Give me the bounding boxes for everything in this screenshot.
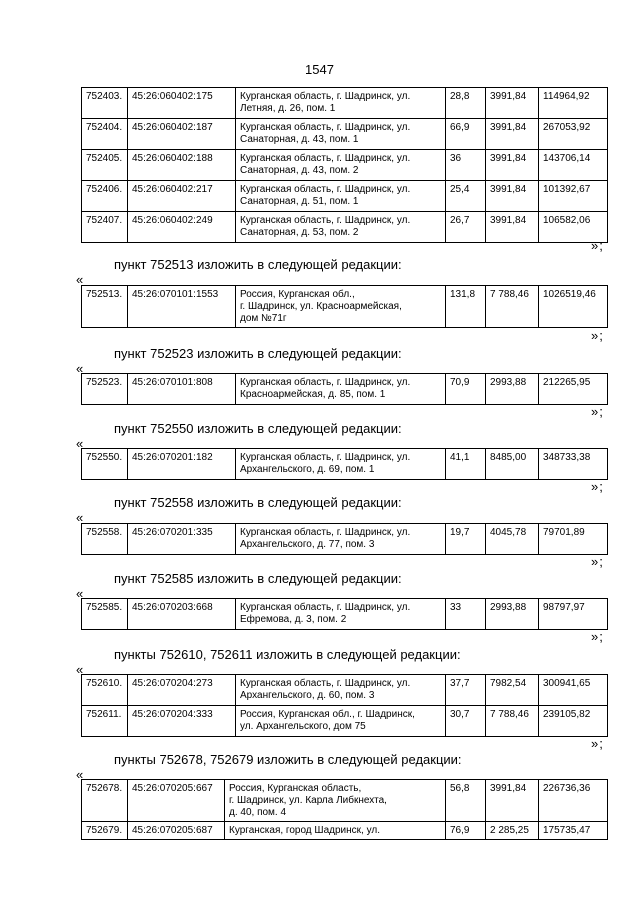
address: Курганская область, г. Шадринск, ул. Санаторная, д. 43, пом. 1: [236, 119, 446, 150]
table-row: [82, 599, 608, 630]
total-value: 239105,82: [539, 706, 608, 737]
unit-price: 3991,84: [486, 181, 539, 212]
data-table: [81, 373, 608, 405]
area: 56,8: [446, 780, 486, 822]
row-number: 752679.: [82, 822, 128, 840]
table-row: [82, 374, 608, 405]
closing-mark: »;: [591, 629, 604, 644]
opening-mark: «: [76, 436, 84, 451]
amendment-instruction: пункт 752523 изложить в следующей редакции:: [114, 346, 402, 361]
closing-mark: »;: [591, 404, 604, 419]
data-table: [81, 674, 608, 737]
unit-price: 7 788,46: [486, 286, 539, 328]
cadastral-number: 45:26:070204:333: [128, 706, 236, 737]
total-value: 226736,36: [539, 780, 608, 822]
area: 66,9: [446, 119, 486, 150]
total-value: 143706,14: [539, 150, 608, 181]
area: 19,7: [446, 524, 486, 555]
table-row: [82, 822, 608, 840]
unit-price: 8485,00: [486, 449, 539, 480]
row-number: 752611.: [82, 706, 128, 737]
table-row: [82, 675, 608, 706]
table-row: [82, 524, 608, 555]
unit-price: 3991,84: [486, 212, 539, 243]
unit-price: 7 788,46: [486, 706, 539, 737]
opening-mark: «: [76, 767, 84, 782]
row-number: 752406.: [82, 181, 128, 212]
opening-mark: «: [76, 272, 84, 287]
opening-mark: «: [76, 586, 84, 601]
table-row: [82, 780, 608, 822]
address: Курганская, город Шадринск, ул.: [225, 822, 446, 840]
unit-price: 3991,84: [486, 150, 539, 181]
unit-price: 7982,54: [486, 675, 539, 706]
total-value: 101392,67: [539, 181, 608, 212]
amendment-instruction: пункты 752610, 752611 изложить в следующей редакции:: [114, 647, 461, 662]
closing-mark: »;: [591, 479, 604, 494]
cadastral-number: 45:26:070204:273: [128, 675, 236, 706]
total-value: 79701,89: [539, 524, 608, 555]
address: Курганская область, г. Шадринск, ул. Санаторная, д. 51, пом. 1: [236, 181, 446, 212]
area: 41,1: [446, 449, 486, 480]
area: 30,7: [446, 706, 486, 737]
cadastral-number: 45:26:060402:217: [128, 181, 236, 212]
opening-mark: «: [76, 510, 84, 525]
total-value: 348733,38: [539, 449, 608, 480]
table-row: [82, 212, 608, 243]
address: Курганская область, г. Шадринск, ул. Ефремова, д. 3, пом. 2: [236, 599, 446, 630]
address: Курганская область, г. Шадринск, ул. Архангельского, д. 69, пом. 1: [236, 449, 446, 480]
cadastral-number: 45:26:070101:1553: [128, 286, 236, 328]
row-number: 752550.: [82, 449, 128, 480]
total-value: 1026519,46: [539, 286, 608, 328]
address: Курганская область, г. Шадринск, ул. Архангельского, д. 77, пом. 3: [236, 524, 446, 555]
data-table: [81, 448, 608, 480]
cadastral-number: 45:26:070205:687: [128, 822, 225, 840]
row-number: 752513.: [82, 286, 128, 328]
address: Курганская область, г. Шадринск, ул. Санаторная, д. 53, пом. 2: [236, 212, 446, 243]
cadastral-number: 45:26:060402:188: [128, 150, 236, 181]
cadastral-number: 45:26:070203:668: [128, 599, 236, 630]
table-row: [82, 119, 608, 150]
area: 33: [446, 599, 486, 630]
closing-mark: »;: [591, 328, 604, 343]
opening-mark: «: [76, 361, 84, 376]
cadastral-number: 45:26:070201:335: [128, 524, 236, 555]
area: 28,8: [446, 88, 486, 119]
area: 25,4: [446, 181, 486, 212]
data-table: [81, 523, 608, 555]
row-number: 752405.: [82, 150, 128, 181]
data-table: [81, 285, 608, 328]
data-table: [81, 779, 608, 840]
area: 36: [446, 150, 486, 181]
area: 37,7: [446, 675, 486, 706]
address: Россия, Курганская область, г. Шадринск, ул. Карла Либкнехта, д. 40, пом. 4: [225, 780, 446, 822]
row-number: 752558.: [82, 524, 128, 555]
row-number: 752404.: [82, 119, 128, 150]
address: Курганская область, г. Шадринск, ул. Архангельского, д. 60, пом. 3: [236, 675, 446, 706]
area: 131,8: [446, 286, 486, 328]
cadastral-number: 45:26:060402:187: [128, 119, 236, 150]
amendment-instruction: пункт 752558 изложить в следующей редакции:: [114, 495, 402, 510]
area: 76,9: [446, 822, 486, 840]
row-number: 752403.: [82, 88, 128, 119]
closing-mark: »;: [591, 238, 604, 253]
total-value: 106582,06: [539, 212, 608, 243]
row-number: 752585.: [82, 599, 128, 630]
data-table: [81, 87, 608, 243]
unit-price: 4045,78: [486, 524, 539, 555]
row-number: 752678.: [82, 780, 128, 822]
closing-mark: »;: [591, 736, 604, 751]
cadastral-number: 45:26:060402:175: [128, 88, 236, 119]
unit-price: 3991,84: [486, 119, 539, 150]
address: Курганская область, г. Шадринск, ул. Летняя, д. 26, пом. 1: [236, 88, 446, 119]
row-number: 752407.: [82, 212, 128, 243]
table-row: [82, 88, 608, 119]
unit-price: 2993,88: [486, 599, 539, 630]
opening-mark: «: [76, 662, 84, 677]
table-row: [82, 449, 608, 480]
table-row: [82, 286, 608, 328]
unit-price: 3991,84: [486, 780, 539, 822]
total-value: 175735,47: [539, 822, 608, 840]
cadastral-number: 45:26:070201:182: [128, 449, 236, 480]
closing-mark: »;: [591, 554, 604, 569]
table-row: [82, 706, 608, 737]
area: 26,7: [446, 212, 486, 243]
address: Россия, Курганская обл., г. Шадринск, ул. Красноармейская, дом №71г: [236, 286, 446, 328]
unit-price: 3991,84: [486, 88, 539, 119]
address: Россия, Курганская обл., г. Шадринск, ул. Архангельского, дом 75: [236, 706, 446, 737]
total-value: 114964,92: [539, 88, 608, 119]
address: Курганская область, г. Шадринск, ул. Красноармейская, д. 85, пом. 1: [236, 374, 446, 405]
table-row: [82, 181, 608, 212]
cadastral-number: 45:26:070101:808: [128, 374, 236, 405]
page-number: 1547: [305, 62, 334, 77]
cadastral-number: 45:26:070205:667: [128, 780, 225, 822]
total-value: 212265,95: [539, 374, 608, 405]
amendment-instruction: пункт 752550 изложить в следующей редакции:: [114, 421, 402, 436]
amendment-instruction: пункты 752678, 752679 изложить в следующей редакции:: [114, 752, 462, 767]
amendment-instruction: пункт 752513 изложить в следующей редакции:: [114, 257, 402, 272]
total-value: 267053,92: [539, 119, 608, 150]
address: Курганская область, г. Шадринск, ул. Санаторная, д. 43, пом. 2: [236, 150, 446, 181]
unit-price: 2993,88: [486, 374, 539, 405]
row-number: 752610.: [82, 675, 128, 706]
table-row: [82, 150, 608, 181]
row-number: 752523.: [82, 374, 128, 405]
data-table: [81, 598, 608, 630]
unit-price: 2 285,25: [486, 822, 539, 840]
total-value: 98797,97: [539, 599, 608, 630]
total-value: 300941,65: [539, 675, 608, 706]
cadastral-number: 45:26:060402:249: [128, 212, 236, 243]
area: 70,9: [446, 374, 486, 405]
amendment-instruction: пункт 752585 изложить в следующей редакции:: [114, 571, 402, 586]
